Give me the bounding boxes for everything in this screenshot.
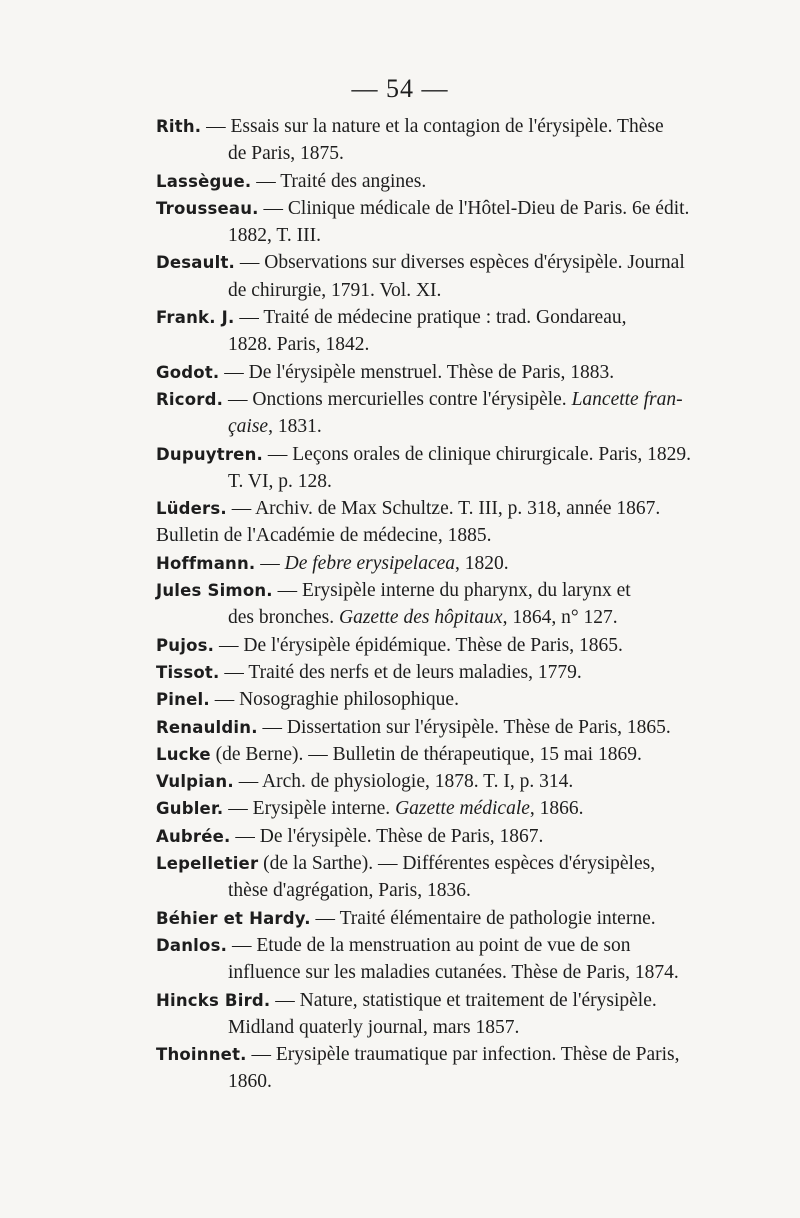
- bibliography-entry: [156, 577, 736, 632]
- bibliography-entry: [156, 249, 736, 304]
- entry-text: Bulletin de l'Académie de médecine, 1885.: [156, 525, 492, 547]
- bibliography-entry: [156, 686, 736, 713]
- entry-continuation: influence sur les maladies cutanées. Thèse de Paris, 1874.: [228, 962, 679, 984]
- entry-author: Godot.: [156, 362, 220, 382]
- entry-journal-title: Lancette fran-: [571, 388, 683, 410]
- entry-text: — Traité élémentaire de pathologie interne.: [310, 907, 656, 929]
- entry-text: — De l'érysipèle menstruel. Thèse de Paris, 1883.: [219, 361, 615, 383]
- entry-author: Desault.: [156, 253, 236, 273]
- bibliography-entry: [156, 550, 736, 577]
- bibliography-entry: [156, 659, 736, 686]
- entry-continuation: [156, 416, 322, 437]
- entry-text: , 1820.: [455, 552, 509, 574]
- bibliography-entry: [156, 987, 736, 1042]
- entry-author: Lassègue.: [156, 171, 252, 191]
- bibliography-entry: [156, 632, 736, 659]
- entry-continuation: de Paris, 1875.: [228, 143, 344, 165]
- entry-text: — Leçons orales de clinique chirurgicale. Paris, 1829.: [263, 443, 691, 465]
- entry-author: Tissot.: [156, 662, 220, 682]
- entry-text: — Etude de la menstruation au point de vue de son: [227, 934, 631, 956]
- entry-author: Frank. J.: [156, 308, 235, 328]
- entry-author: Trousseau.: [156, 198, 259, 218]
- entry-author: Thoinnet.: [156, 1045, 247, 1065]
- entry-author: Lepelletier: [156, 854, 259, 874]
- bibliography-entry: [156, 795, 736, 822]
- entry-author: Hoffmann.: [156, 553, 256, 573]
- entry-author: Lucke: [156, 744, 211, 764]
- bibliography-entry: [156, 304, 736, 359]
- bibliography-entry: [156, 1041, 736, 1096]
- entry-text: , 1864, n° 127.: [502, 607, 618, 629]
- bibliography-list: [156, 113, 736, 1096]
- entry-author: Pinel.: [156, 690, 210, 710]
- entry-continuation: T. VI, p. 128.: [228, 470, 332, 492]
- bibliography-entry: [156, 741, 736, 768]
- entry-continuation: thèse d'agrégation, Paris, 1836.: [228, 880, 471, 902]
- entry-author: Béhier et Hardy.: [156, 908, 311, 928]
- entry-author: Vulpian.: [156, 772, 234, 792]
- entry-text: — De l'érysipèle épidémique. Thèse de Paris, 1865.: [214, 634, 623, 656]
- entry-text: — Erysipèle interne.: [223, 798, 396, 820]
- bibliography-entry: [156, 386, 736, 441]
- page-number: — 54 —: [351, 74, 449, 103]
- entry-text: — Nature, statistique et traitement de l'érysipèle.: [270, 989, 657, 1011]
- bibliography-entry: [156, 359, 736, 386]
- entry-text: — De l'érysipèle. Thèse de Paris, 1867.: [230, 825, 544, 847]
- entry-text: — Nosograghie philosophique.: [209, 689, 459, 711]
- entry-author: Ricord.: [156, 389, 224, 409]
- bibliography-entry: [156, 195, 736, 250]
- entry-continuation: 1828. Paris, 1842.: [228, 334, 370, 356]
- entry-journal-title: çaise: [228, 416, 269, 438]
- bibliography-entry: [156, 714, 736, 741]
- entry-author: Rith.: [156, 117, 202, 136]
- bibliography-entry: [156, 905, 736, 932]
- entry-text: (de la Sarthe). — Différentes espèces d'érysipèles,: [258, 853, 656, 875]
- entry-text: des bronches.: [228, 607, 340, 629]
- bibliography-entry: [156, 768, 736, 795]
- bibliography-entry: [156, 823, 736, 850]
- entry-author: Danlos.: [156, 935, 228, 955]
- entry-journal-title: Gazette médicale: [395, 798, 530, 820]
- bibliography-entry: [156, 441, 736, 496]
- entry-continuation: 1882, T. III.: [228, 225, 321, 247]
- entry-text: — Clinique médicale de l'Hôtel-Dieu de Paris. 6e édit.: [258, 197, 690, 219]
- entry-text: — Erysipèle traumatique par infection. Thèse de Paris,: [246, 1044, 680, 1066]
- entry-text: — Archiv. de Max Schultze. T. III, p. 318, année 1867.: [226, 498, 661, 520]
- entry-text: , 1866.: [529, 798, 584, 820]
- entry-text: — Traité des angines.: [251, 170, 427, 192]
- entry-text: — Essais sur la nature et la contagion de l'érysipèle. Thèse: [201, 116, 664, 137]
- entry-continuation: [156, 607, 618, 628]
- entry-author: Lüders.: [156, 499, 227, 519]
- entry-continuation: de chirurgie, 1791. Vol. XI.: [228, 279, 442, 301]
- entry-continuation: Midland quaterly journal, mars 1857.: [228, 1016, 520, 1038]
- entry-author: Hincks Bird.: [156, 990, 271, 1010]
- entry-author: Jules Simon.: [156, 581, 273, 601]
- entry-text: (de Berne). — Bulletin de thérapeutique, 15 mai 1869.: [210, 743, 642, 765]
- entry-text: — Onctions mercurielles contre l'érysipèle.: [223, 388, 572, 410]
- entry-text: — Arch. de physiologie, 1878. T. I, p. 314.: [233, 771, 574, 793]
- entry-text: — Dissertation sur l'érysipèle. Thèse de Paris, 1865.: [257, 716, 671, 738]
- entry-author: Gubler.: [156, 799, 224, 819]
- entry-text: —: [255, 552, 285, 574]
- bibliography-entry: [156, 932, 736, 987]
- entry-text: — Erysipèle interne du pharynx, du larynx et: [272, 580, 631, 602]
- entry-text: — Traité des nerfs et de leurs maladies, 1779.: [219, 661, 582, 683]
- entry-text: — Observations sur diverses espèces d'érysipèle. Journal: [235, 252, 685, 274]
- entry-author: Aubrée.: [156, 826, 231, 846]
- bibliography-entry: [156, 113, 736, 168]
- bibliography-entry: [156, 495, 736, 522]
- entry-text: — Traité de médecine pratique : trad. Gondareau,: [234, 307, 627, 329]
- entry-author: Dupuytren.: [156, 444, 263, 464]
- entry-journal-title: Gazette des hôpitaux: [339, 607, 503, 629]
- entry-author: Pujos.: [156, 635, 215, 655]
- bibliography-entry: [156, 850, 736, 905]
- bibliography-entry: [156, 522, 736, 549]
- entry-continuation: 1860.: [228, 1071, 272, 1093]
- entry-text: , 1831.: [268, 416, 322, 438]
- entry-title-italic: De febre erysipelacea: [284, 552, 456, 574]
- entry-author: Renauldin.: [156, 717, 258, 737]
- bibliography-entry: [156, 168, 736, 195]
